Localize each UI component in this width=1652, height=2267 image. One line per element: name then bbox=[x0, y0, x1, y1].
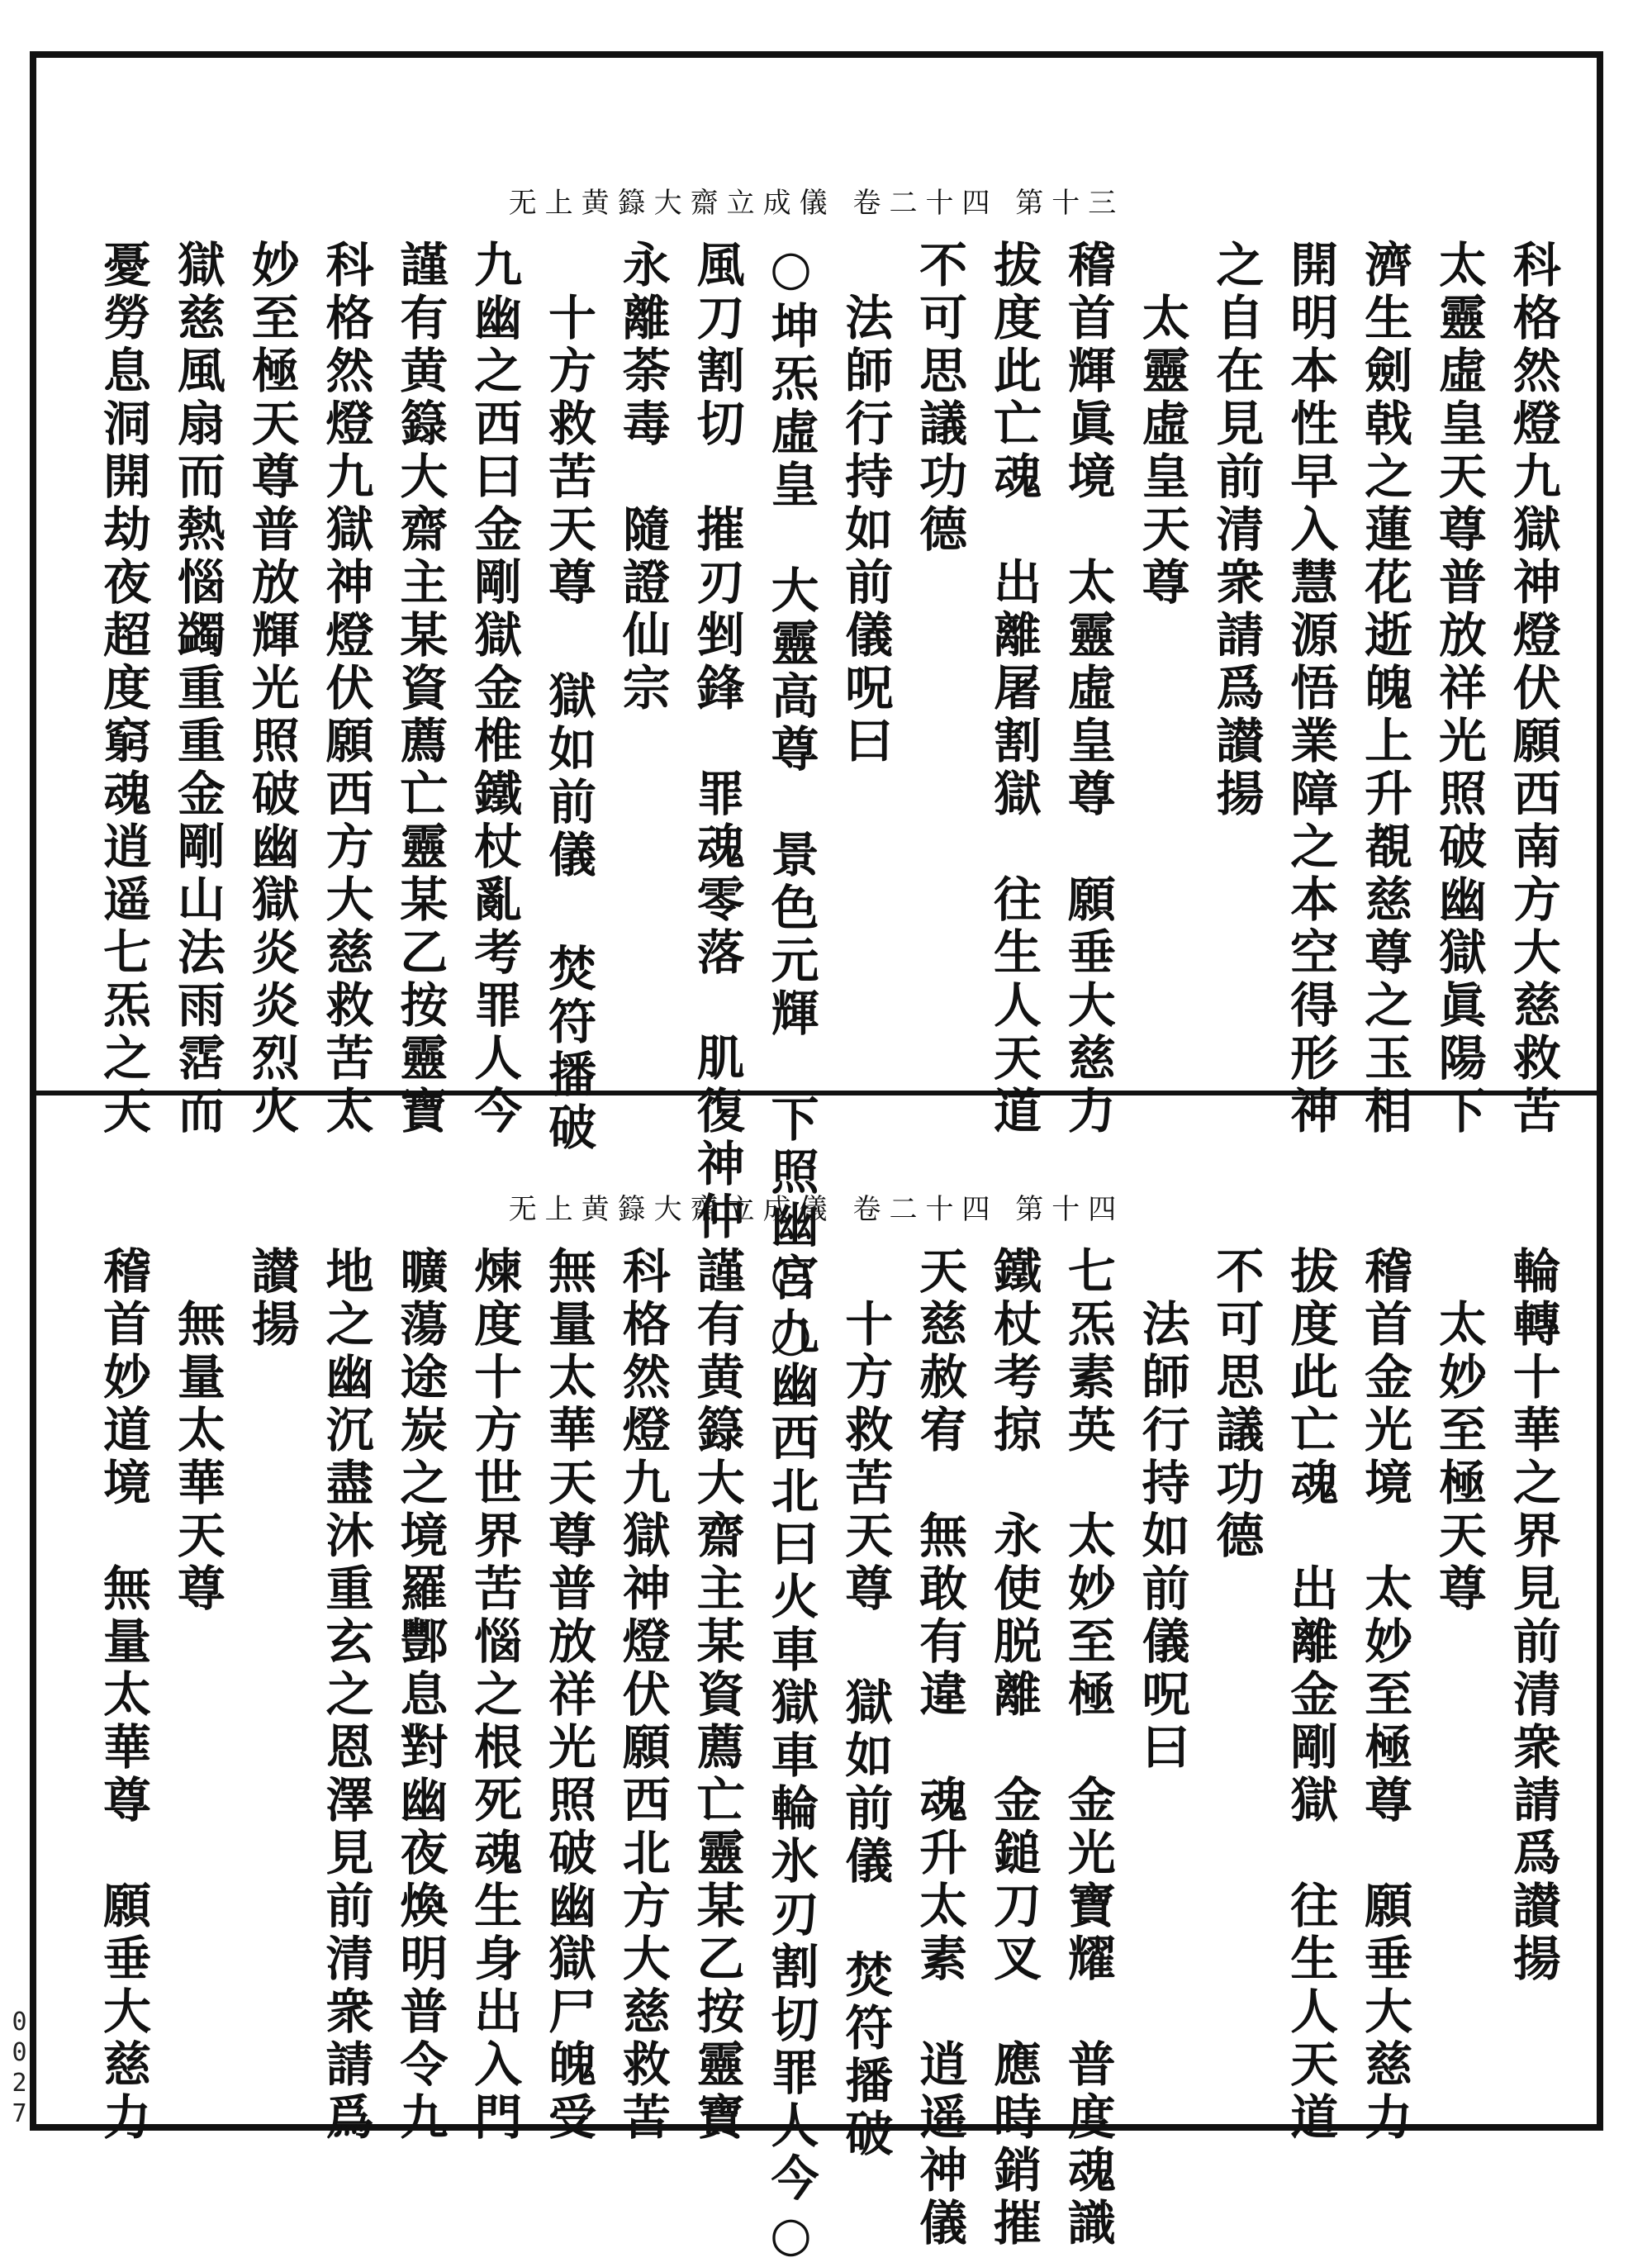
text-column: 煉度十方世界苦惱之根死魂生身出入門 bbox=[466, 1246, 523, 2145]
text-column: 太靈虛皇天尊 bbox=[1133, 240, 1190, 610]
text-column: 風刀割切 摧刃剉鋒 罪魂零落 肌復神仲 bbox=[688, 240, 745, 1244]
text-column: 拔度此亡魂 出離屠割獄 往生人天道 bbox=[985, 240, 1042, 1138]
text-column: 稽首妙道境 無量太華尊 願垂大慈力 bbox=[95, 1246, 151, 2145]
text-column: 地之幽沉盡沐重玄之恩澤見前清衆請爲 bbox=[317, 1246, 374, 2145]
text-column: 謹有黄籙大齋主某資薦亡靈某乙按靈寶 bbox=[392, 240, 449, 1138]
text-column: 七炁素英 太妙至極 金光寶耀 普度魂識 bbox=[1059, 1246, 1116, 2250]
text-column: 九幽之西曰金剛獄金椎鐵杖亂考罪人今 bbox=[466, 240, 523, 1138]
text-column: 憂勞息洞開劫夜超度窮魂逍遥七炁之天 bbox=[95, 240, 151, 1138]
text-column: 輪轉十華之界見前清衆請爲讃揚 bbox=[1504, 1246, 1561, 1986]
text-column: 十方救苦天尊 獄如前儀 焚符播破 bbox=[539, 240, 596, 1155]
text-column: 法師行持如前儀呪曰 bbox=[1133, 1246, 1190, 1775]
text-column: 無量太華天尊 bbox=[169, 1246, 225, 1616]
text-column: 十方救苦天尊 獄如前儀 焚符播破 bbox=[837, 1246, 894, 2161]
text-column: 謹有黄籙大齋主某資薦亡靈某乙按靈寶 bbox=[688, 1246, 745, 2145]
text-column: 無量太華天尊普放祥光照破幽獄尸魄受 bbox=[539, 1246, 596, 2145]
page-number: 0027 bbox=[5, 2008, 34, 2130]
text-column: 讃揚 bbox=[243, 1246, 300, 1352]
text-column: 鐵杖考掠 永使脱離 金鎚刀叉 應時銷摧 bbox=[985, 1246, 1042, 2250]
text-column: 科格然燈九獄神燈伏願西北方大慈救苦 bbox=[614, 1246, 671, 2145]
text-column: 獄慈風扇而熱惱蠲重重金剛山法雨霑而 bbox=[169, 240, 225, 1138]
bottom-text-columns bbox=[76, 1246, 1561, 2267]
text-column: 拔度此亡魂 出離金剛獄 往生人天道 bbox=[1282, 1246, 1339, 2145]
text-column: 科格然燈九獄神燈伏願西南方大慈救苦 bbox=[1504, 240, 1561, 1138]
text-column: 之自在見前清衆請爲讃揚 bbox=[1208, 240, 1265, 821]
text-column: 永離荼毒 隨證仙宗 bbox=[614, 240, 671, 715]
bottom-page bbox=[36, 1095, 1597, 2267]
text-column: 太靈虛皇天尊普放祥光照破幽獄眞陽下 bbox=[1430, 240, 1487, 1138]
text-column: ○九幽西北曰火車獄車輪氷刃割切罪人今○ bbox=[762, 1246, 819, 2267]
text-column: 不可思議功德 bbox=[911, 240, 968, 557]
text-column: 妙至極天尊普放輝光照破幽獄炎炎烈火 bbox=[243, 240, 300, 1138]
text-column: 稽首輝眞境 太靈虛皇尊 願垂大慈力 bbox=[1059, 240, 1116, 1138]
text-column: 法師行持如前儀呪曰 bbox=[837, 240, 894, 768]
bottom-page-header: 无上黄籙大齋立成儀 卷二十四 第十四 bbox=[508, 1193, 1125, 1226]
text-column: 太妙至極天尊 bbox=[1430, 1246, 1487, 1616]
text-column: 科格然燈九獄神燈伏願西方大慈救苦太 bbox=[317, 240, 374, 1138]
text-column: 開明本性早入慧源悟業障之本空得形神 bbox=[1282, 240, 1339, 1138]
text-column: 濟生劍戟之蓮花逝魄上升覩慈尊之玉相 bbox=[1356, 240, 1413, 1138]
top-page-header: 无上黄籙大齋立成儀 卷二十四 第十三 bbox=[508, 187, 1125, 220]
text-column: 天慈赦宥 無敢有違 魂升太素 逍遥神儀 bbox=[911, 1246, 968, 2250]
text-column: ○坤炁虛皇 大靈高尊 景色元輝 下照幽宮○ bbox=[762, 240, 819, 1366]
text-column: 稽首金光境 太妙至極尊 願垂大慈力 bbox=[1356, 1246, 1413, 2145]
text-column: 不可思議功德 bbox=[1208, 1246, 1265, 1563]
text-column: 曠蕩途炭之境羅酆息對幽夜煥明普令九 bbox=[392, 1246, 449, 2145]
